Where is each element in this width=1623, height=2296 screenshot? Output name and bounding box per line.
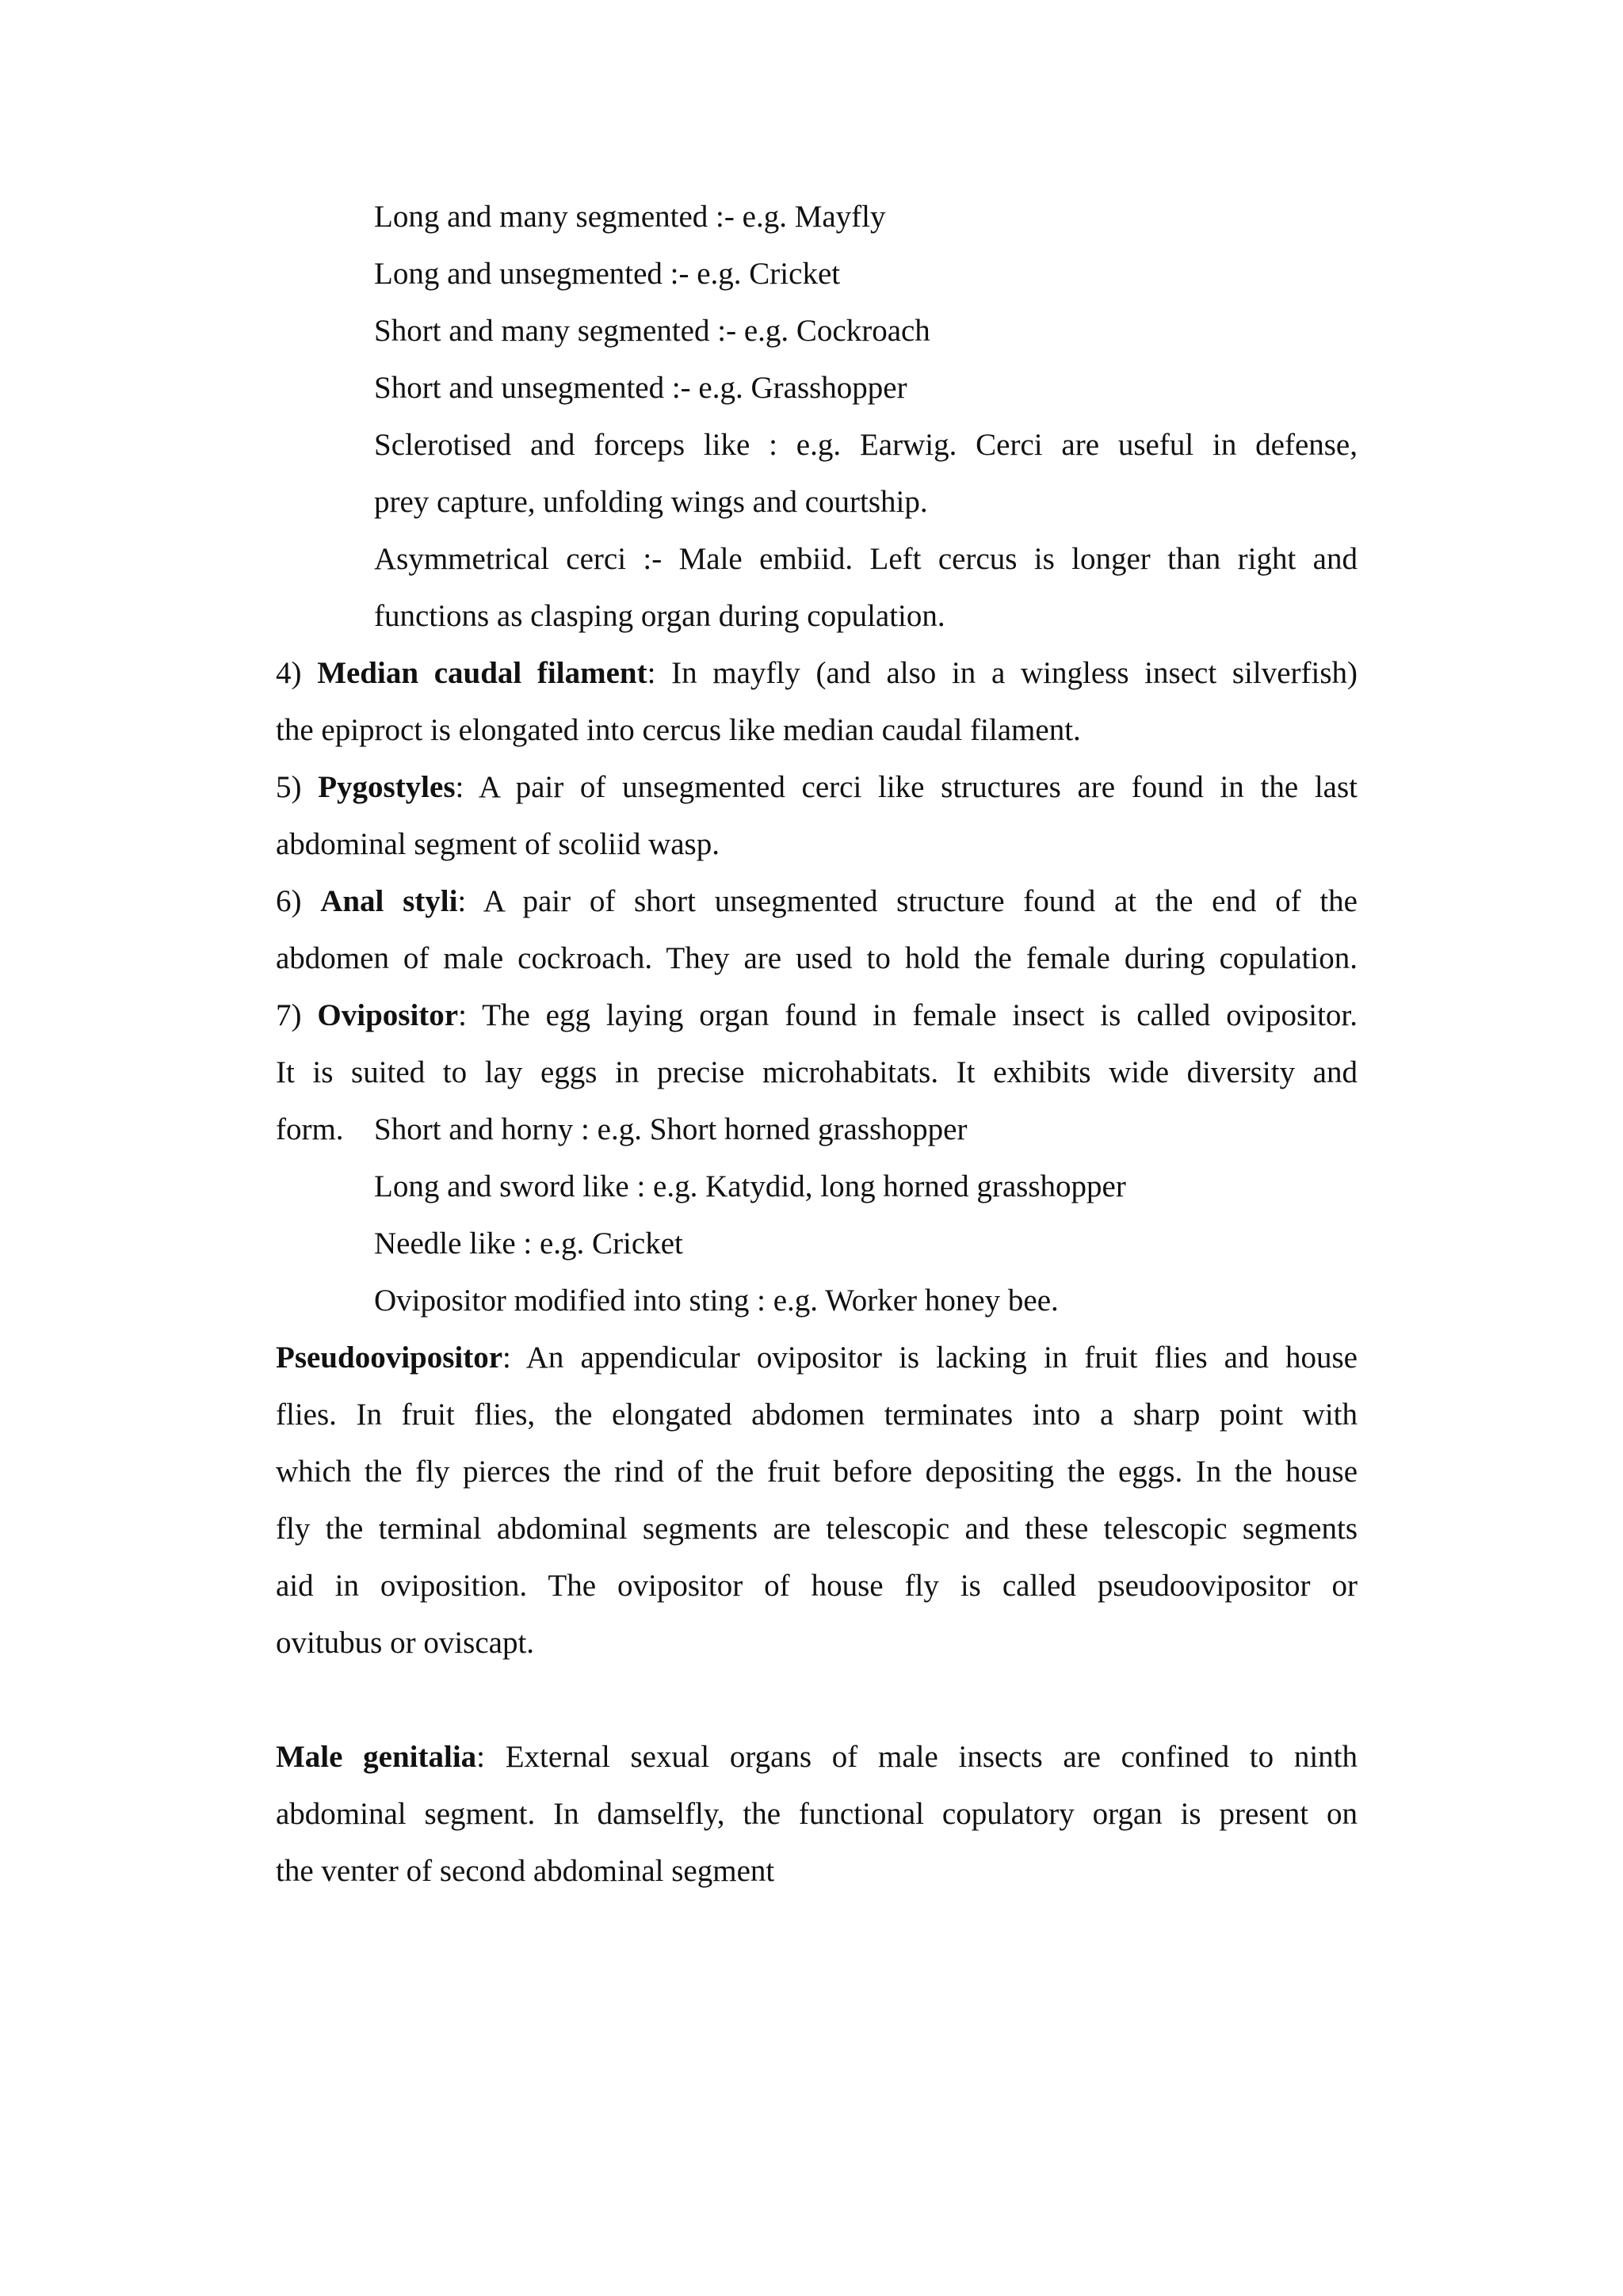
definition-text: : An appendicular ovipositor is lacking in fruit flies and house [502, 1341, 1358, 1375]
definition-text: : The egg laying organ found in female insect is called ovipositor. [458, 998, 1358, 1032]
item-number: 4) [276, 656, 318, 690]
cerci-type-asymmetrical-continued: functions as clasping organ during copulation. [374, 599, 945, 633]
pseudoovipositor-line-4: fly the terminal abdominal segments are telescopic and these telescopic segments [276, 1512, 1358, 1546]
term-pseudoovipositor: Pseudoovipositor [276, 1341, 503, 1375]
ovipositor-type-sword-like: Long and sword like : e.g. Katydid, long horned grasshopper [374, 1169, 1126, 1203]
ovipositor-form-lead: form. [276, 1112, 344, 1146]
cerci-type-earwig: Sclerotised and forceps like : e.g. Earwig. Cerci are useful in defense, [374, 428, 1358, 462]
item-number: 7) [276, 998, 318, 1032]
anal-styli-line-2: abdomen of male cockroach. They are used to hold the female during copulation. [276, 941, 1358, 975]
definition-text: : A pair of unsegmented cerci like structures are found in the last [455, 770, 1358, 804]
definition-text: : A pair of short unsegmented structure found at the end of the [457, 884, 1358, 918]
term-pygostyles: Pygostyles [318, 770, 456, 804]
pygostyles-line-2: abdominal segment of scoliid wasp. [276, 827, 720, 861]
term-anal-styli: Anal styli [320, 884, 458, 918]
pseudoovipositor-line-5: aid in oviposition. The ovipositor of house fly is called pseudoovipositor or [276, 1569, 1358, 1603]
item-number: 6) [276, 884, 321, 918]
pygostyles-line-1 [276, 759, 1358, 816]
cerci-type-earwig-continued: prey capture, unfolding wings and courtship. [374, 485, 928, 519]
cerci-type-cockroach: Short and many segmented :- e.g. Cockroach [374, 314, 930, 348]
median-caudal-filament-line-1 [276, 645, 1358, 702]
item-number: 5) [276, 770, 319, 804]
cerci-type-cricket: Long and unsegmented :- e.g. Cricket [374, 257, 841, 291]
ovipositor-type-sting: Ovipositor modified into sting : e.g. Worker honey bee. [374, 1283, 1059, 1318]
male-genitalia-line-2: abdominal segment. In damselfly, the functional copulatory organ is present on [276, 1797, 1358, 1831]
pseudoovipositor-line-2: flies. In fruit flies, the elongated abdomen terminates into a sharp point with [276, 1398, 1358, 1432]
cerci-type-grasshopper: Short and unsegmented :- e.g. Grasshopper [374, 371, 907, 405]
pseudoovipositor-line-3: which the fly pierces the rind of the fruit before depositing the eggs. In the house [276, 1455, 1358, 1489]
definition-text: : External sexual organs of male insects are confined to ninth [476, 1740, 1358, 1774]
cerci-type-mayfly: Long and many segmented :- e.g. Mayfly [374, 200, 886, 234]
cerci-type-asymmetrical: Asymmetrical cerci :- Male embiid. Left cercus is longer than right and [374, 542, 1358, 576]
term-ovipositor: Ovipositor [317, 998, 459, 1032]
ovipositor-line-3 [276, 1101, 1358, 1158]
anal-styli-line-1 [276, 873, 1358, 930]
ovipositor-type-short-horny: Short and horny : e.g. Short horned grasshopper [374, 1112, 968, 1146]
term-male-genitalia: Male genitalia [276, 1740, 477, 1774]
median-caudal-filament-line-2: the epiproct is elongated into cercus like median caudal filament. [276, 713, 1081, 747]
ovipositor-line-1 [276, 987, 1358, 1044]
term-median-caudal-filament: Median caudal filament [317, 656, 647, 690]
ovipositor-line-2: It is suited to lay eggs in precise microhabitats. It exhibits wide diversity and [276, 1055, 1358, 1089]
ovipositor-type-needle-like: Needle like : e.g. Cricket [374, 1226, 683, 1261]
pseudoovipositor-line-1 [276, 1329, 1358, 1386]
male-genitalia-line-3: the venter of second abdominal segment [276, 1854, 775, 1888]
male-genitalia-line-1 [276, 1729, 1358, 1786]
definition-text: : In mayfly (and also in a wingless insect silverfish) [647, 656, 1358, 690]
pseudoovipositor-line-6: ovitubus or oviscapt. [276, 1626, 535, 1660]
